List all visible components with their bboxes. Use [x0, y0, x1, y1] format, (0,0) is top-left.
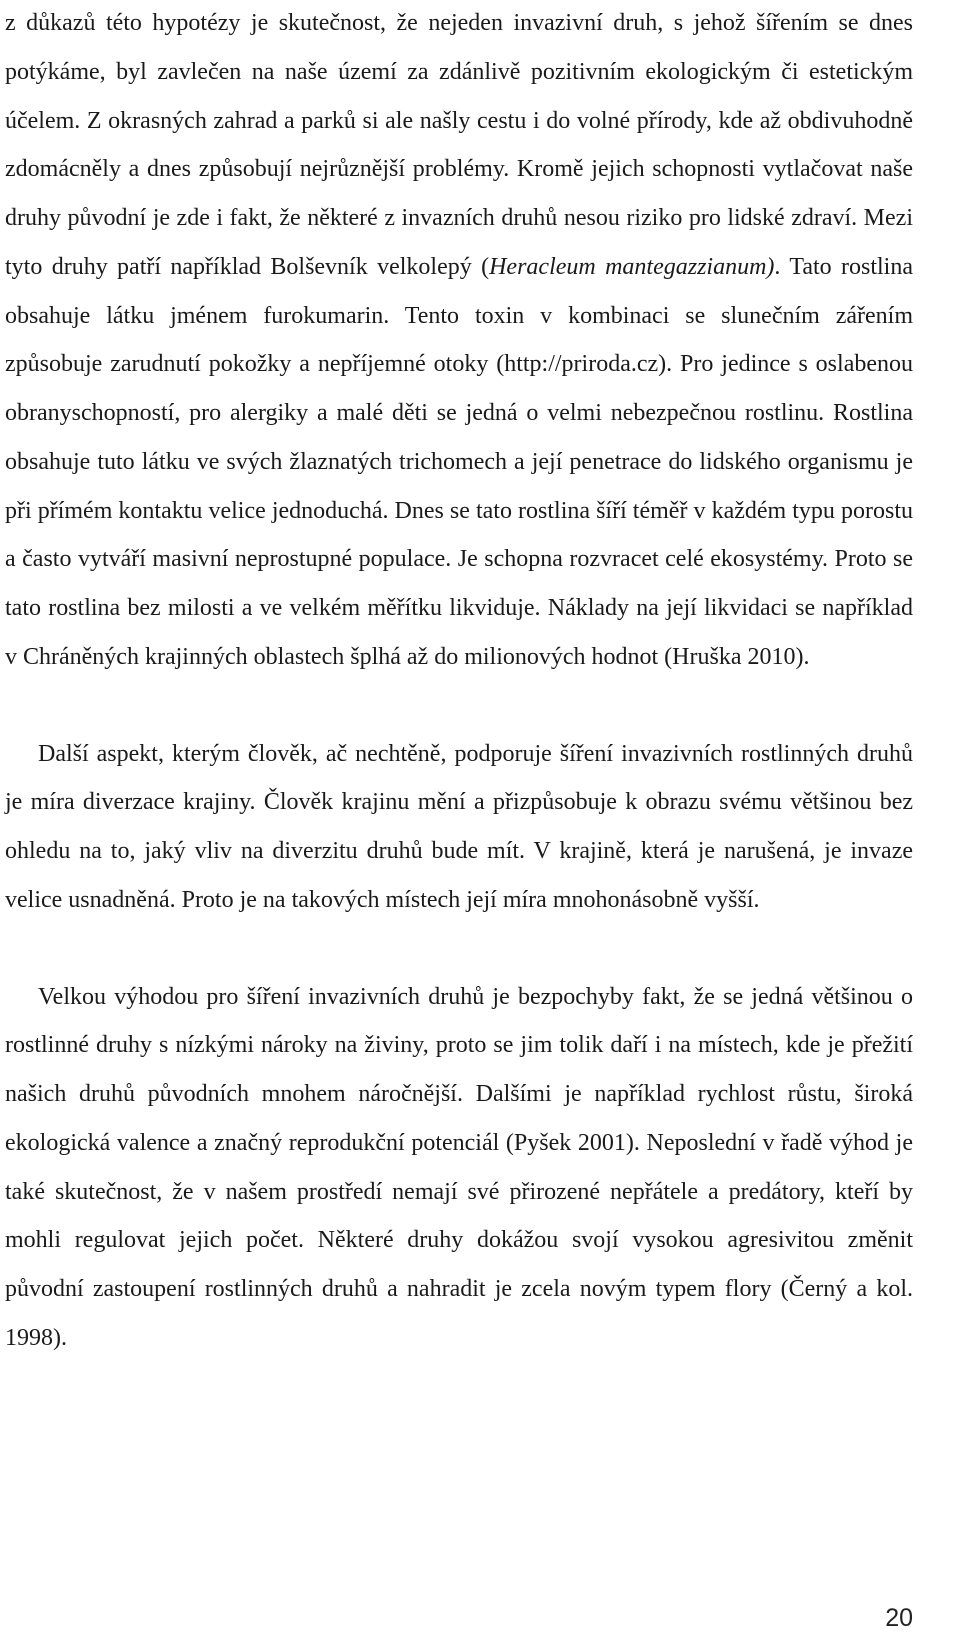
paragraph-landscape-diversity — [5, 730, 913, 925]
paragraph-invasive-origins — [5, 0, 913, 682]
document-page — [5, 0, 913, 1363]
page-number: 20 — [885, 1604, 913, 1632]
text-segment: Další aspekt, kterým člověk, ač nechtěně, podporuje šíření invazivních rostlinných druhů je míra diverzace krajiny. Člověk krajinu mění a přizpůsobuje k obrazu svému většinou bez ohledu na to, jaký vliv na diverzitu druhů bude mít. V krajině, která je narušená, je invaze velice usnadněná. Proto je na takových místech její míra mnohonásobně vyšší. — [5, 740, 913, 913]
text-segment: Velkou výhodou pro šíření invazivních druhů je bezpochyby fakt, že se jedná většinou o rostlinné druhy s nízkými nároky na živiny, proto se jim tolik daří i na místech, kde je přežití našich druhů původních mnohem náročnější. Dalšími je například rychlost růstu, široká ekologická valence a značný reprodukční potenciál (Pyšek 2001). Neposlední v řadě výhod je také skutečnost, že v našem prostředí nemají své přirozené nepřátele a predátory, kteří by mohli regulovat jejich počet. Některé druhy dokážou svojí vysokou agresivitou změnit původní zastoupení rostlinných druhů a nahradit je zcela novým typem flory (Černý a kol. 1998). — [5, 983, 913, 1351]
paragraph-invasion-advantages — [5, 973, 913, 1363]
text-segment: z důkazů této hypotézy je skutečnost, že nejeden invazivní druh, s jehož šířením se dnes potýkáme, byl zavlečen na naše území za zdánlivě pozitivním ekologickým či estetickým účelem. Z okrasných zahrad a parků si ale našly cestu i do volné přírody, kde až obdivuhodně zdomácněly a dnes způsobují nejrůznější problémy. Kromě jejich schopnosti vytlačovat naše druhy původní je zde i fakt, že některé z invazních druhů nesou riziko pro lidské zdraví. Mezi tyto druhy patří například Bolševník velkolepý ( — [5, 10, 913, 280]
text-segment: . Tato rostlina obsahuje látku jménem furokumarin. Tento toxin v kombinaci se slunečním zářením způsobuje zarudnutí pokožky a nepříjemné otoky (http://priroda.cz). Pro jedince s oslabenou obranyschopností, pro alergiky a malé děti se jedná o velmi nebezpečnou rostlinu. Rostlina obsahuje tuto látku ve svých žlaznatých trichomech a její penetrace do lidského organismu je při přímém kontaktu velice jednoduchá. Dnes se tato rostlina šíří téměř v každém typu porostu a často vytváří masivní neprostupné populace. Je schopna rozvracet celé ekosystémy. Proto se tato rostlina bez milosti a ve velkém měřítku likviduje. Náklady na její likvidaci se například v Chráněných krajinných oblastech šplhá až do milionových hodnot (Hruška 2010). — [5, 253, 914, 670]
species-name-italic: Heracleum mantegazzianum) — [489, 253, 775, 280]
